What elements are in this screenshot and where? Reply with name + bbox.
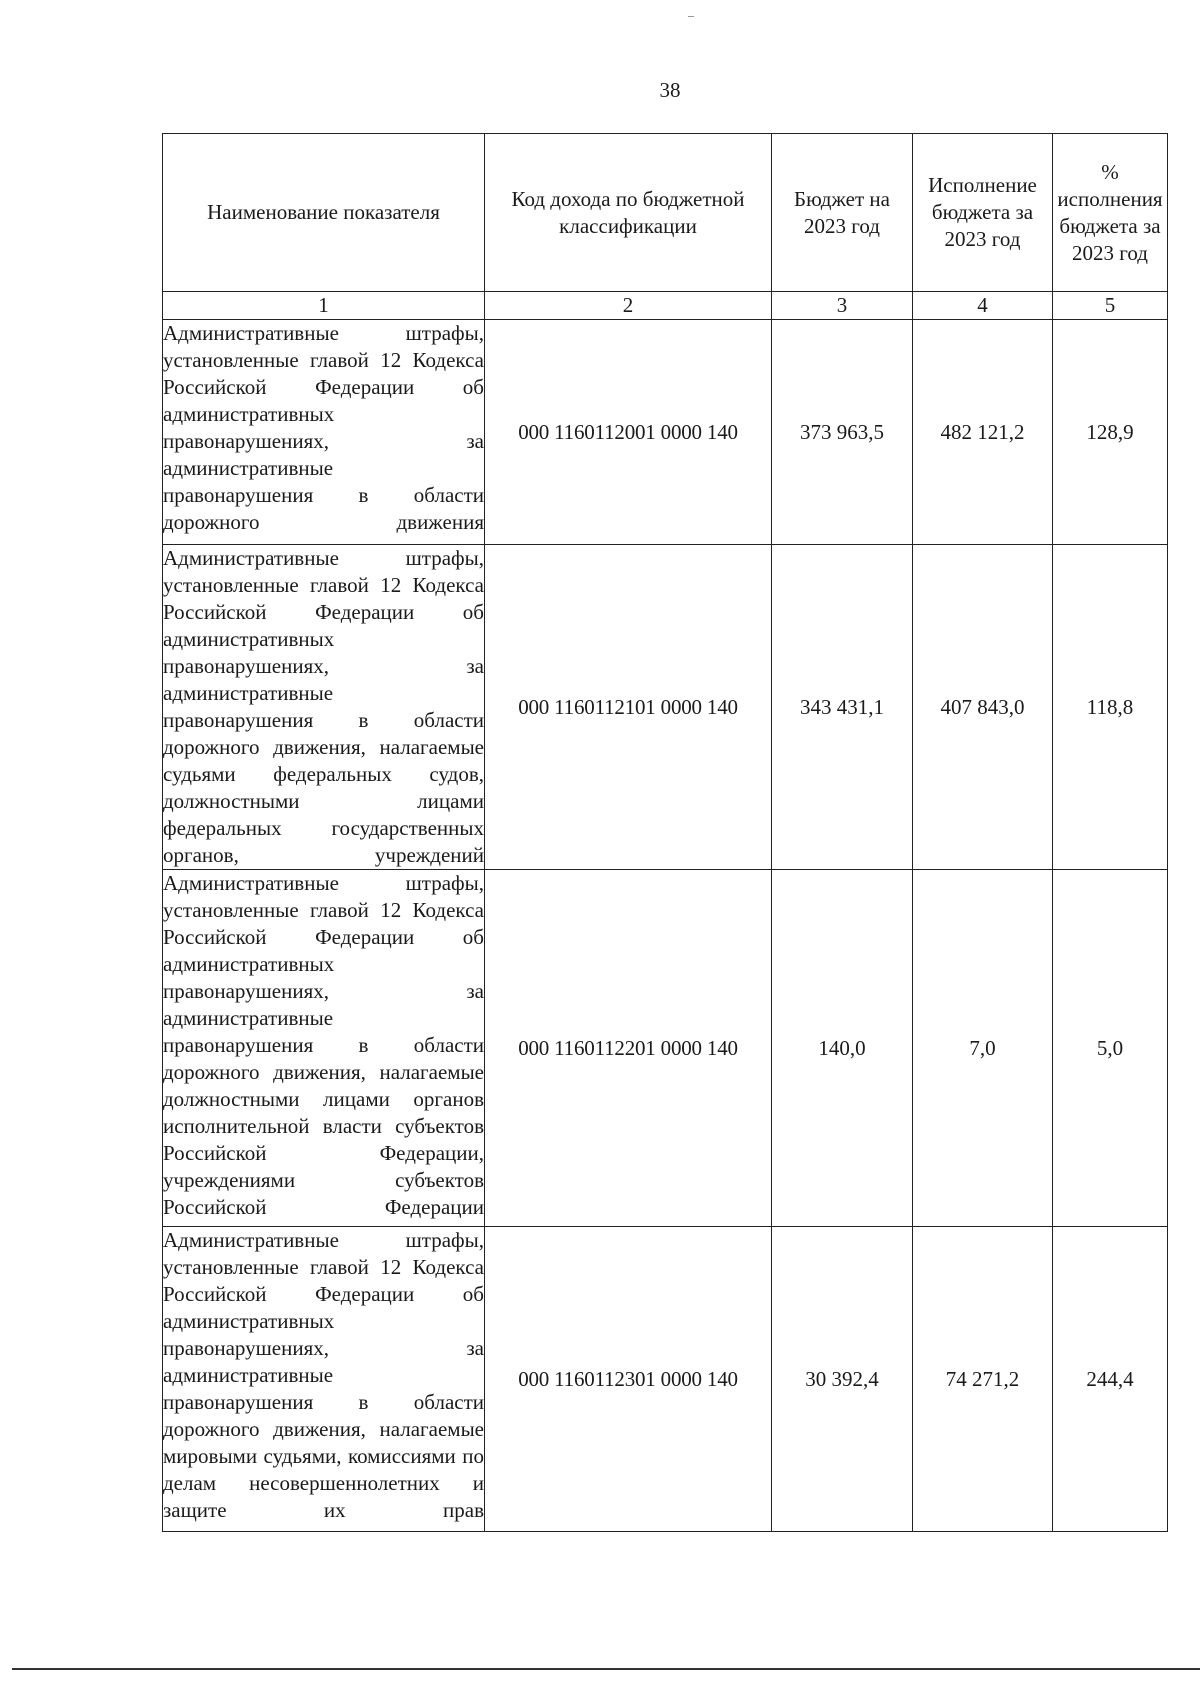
table-row bbox=[163, 320, 1168, 545]
percent-value: 5,0 bbox=[1053, 870, 1168, 1227]
percent-value: 244,4 bbox=[1053, 1227, 1168, 1532]
execution-value: 482 121,2 bbox=[913, 320, 1053, 545]
execution-value: 7,0 bbox=[913, 870, 1053, 1227]
revenue-code: 000 1160112201 0000 140 bbox=[485, 870, 772, 1227]
table-row bbox=[163, 545, 1168, 870]
scan-mark bbox=[688, 16, 694, 17]
indicator-name: Административные штрафы, установленные главой 12 Кодекса Российской Федерации об административных правонарушениях, за административные правонарушения в области дорожного движения, налагаемые должностными лицами органов исполнительной власти субъектов Российской Федерации, учреждениями субъектов Российской Федерации bbox=[163, 870, 485, 1227]
header-budget bbox=[772, 134, 913, 292]
header-budget-text: Бюджет на 2023 год bbox=[794, 186, 890, 238]
revenue-code: 000 1160112301 0000 140 bbox=[485, 1227, 772, 1532]
header-percent-text: % исполнения бюджета за 2023 год bbox=[1057, 159, 1163, 265]
header-code-text: Код дохода по бюджетной классификации bbox=[511, 186, 745, 238]
percent-value: 128,9 bbox=[1053, 320, 1168, 545]
indicator-name: Административные штрафы, установленные главой 12 Кодекса Российской Федерации об административных правонарушениях, за административные правонарушения в области дорожного движения, налагаемые судьями федеральных судов, должностными лицами федеральных государственных органов, учреждений bbox=[163, 545, 485, 870]
page-bottom-rule bbox=[12, 1668, 1200, 1670]
header-execution bbox=[913, 134, 1053, 292]
header-name-text: Наименование показателя bbox=[207, 200, 440, 224]
header-code bbox=[485, 134, 772, 292]
column-number: 5 bbox=[1053, 292, 1168, 320]
table-row bbox=[163, 1227, 1168, 1532]
percent-value: 118,8 bbox=[1053, 545, 1168, 870]
header-name bbox=[163, 134, 485, 292]
budget-value: 30 392,4 bbox=[772, 1227, 913, 1532]
header-execution-text: Исполнение бюджета за 2023 год bbox=[928, 173, 1037, 251]
header-row bbox=[163, 134, 1168, 292]
execution-value: 407 843,0 bbox=[913, 545, 1053, 870]
indicator-name: Административные штрафы, установленные главой 12 Кодекса Российской Федерации об административных правонарушениях, за административные правонарушения в области дорожного движения bbox=[163, 320, 485, 545]
page-number: 38 bbox=[659, 78, 681, 102]
column-number-row bbox=[163, 292, 1168, 320]
table-row bbox=[163, 870, 1168, 1227]
indicator-name: Административные штрафы, установленные главой 12 Кодекса Российской Федерации об административных правонарушениях, за административные правонарушения в области дорожного движения, налагаемые мировыми судьями, комиссиями по делам несовершеннолетних и защите их прав bbox=[163, 1227, 485, 1532]
header-percent bbox=[1053, 134, 1168, 292]
revenue-code: 000 1160112101 0000 140 bbox=[485, 545, 772, 870]
budget-value: 140,0 bbox=[772, 870, 913, 1227]
column-number: 2 bbox=[485, 292, 772, 320]
budget-value: 343 431,1 bbox=[772, 545, 913, 870]
column-number: 3 bbox=[772, 292, 913, 320]
column-number: 1 bbox=[163, 292, 485, 320]
column-number: 4 bbox=[913, 292, 1053, 320]
execution-value: 74 271,2 bbox=[913, 1227, 1053, 1532]
budget-value: 373 963,5 bbox=[772, 320, 913, 545]
revenue-code: 000 1160112001 0000 140 bbox=[485, 320, 772, 545]
budget-table bbox=[162, 133, 1168, 1532]
